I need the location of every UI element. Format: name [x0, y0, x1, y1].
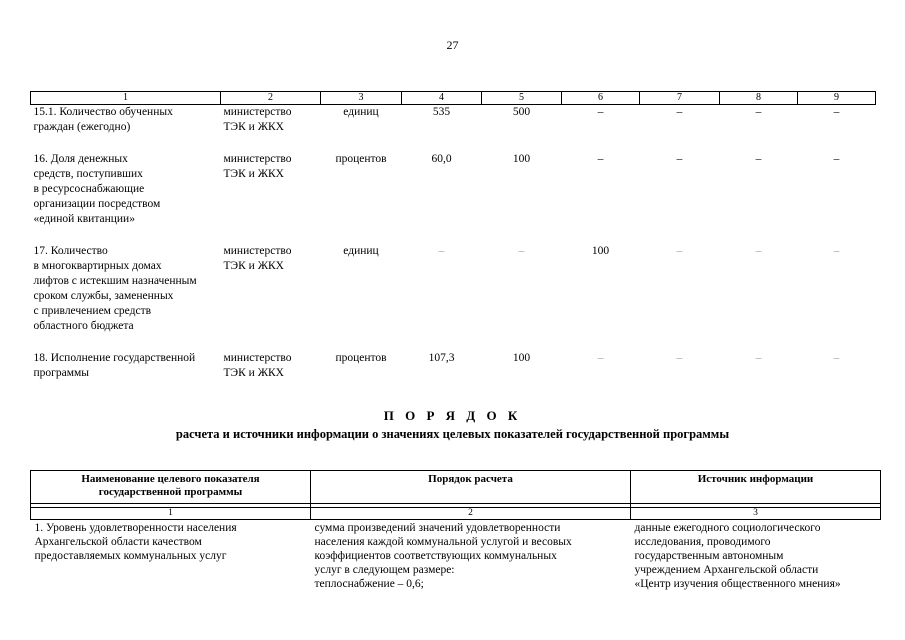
column-index: 2: [311, 508, 631, 520]
value-cell: –: [755, 245, 762, 257]
value-cell: 500: [512, 106, 531, 118]
value-cell: 60,0: [431, 153, 452, 165]
order-title: П О Р Я Д О К: [383, 408, 522, 423]
column-index: 6: [562, 92, 640, 105]
value-cell: –: [676, 352, 683, 364]
order-subtitle: расчета и источники информации о значениях целевых показателей государственной программы: [175, 427, 730, 441]
value-cell: –: [833, 245, 840, 257]
page-number: 27: [446, 38, 459, 52]
unit: единиц: [343, 106, 379, 118]
table-row: [31, 520, 881, 592]
indicators-table: [30, 91, 876, 391]
value-cell: 107,3: [428, 352, 455, 364]
header-row: [31, 471, 881, 504]
header-information-source: Источник информации: [631, 471, 881, 504]
value-cell: 100: [591, 245, 610, 257]
value-cell: –: [438, 245, 445, 257]
column-index: 4: [402, 92, 482, 105]
header-indicator-name: Наименование целевого показателя государственной программы: [31, 471, 311, 504]
column-index: 9: [798, 92, 876, 105]
column-index: 3: [321, 92, 402, 105]
value-cell: 100: [512, 153, 531, 165]
value-cell: –: [676, 245, 683, 257]
unit: процентов: [335, 153, 387, 165]
table-row: [31, 152, 876, 244]
column-index: 3: [631, 508, 881, 520]
value-cell: –: [518, 245, 525, 257]
indicator-name: 16. Доля денежных средств, поступивших в ресурсоснабжающие организации посредством «единой квитанции»: [33, 153, 161, 225]
value-cell: –: [755, 352, 762, 364]
value-cell: –: [597, 153, 604, 165]
unit: единиц: [343, 245, 379, 257]
value-cell: –: [833, 106, 840, 118]
column-index: 7: [640, 92, 720, 105]
value-cell: 535: [432, 106, 451, 118]
value-cell: –: [676, 106, 683, 118]
column-index: 2: [221, 92, 321, 105]
column-index: 1: [31, 508, 311, 520]
indicator-name: 1. Уровень удовлетворенности населения Архангельской области качеством предоставляемых коммунальных услуг: [34, 522, 237, 562]
table-row: [31, 351, 876, 391]
value-cell: –: [676, 153, 683, 165]
indicator-name: 18. Исполнение государственной программы: [33, 352, 196, 379]
indicator-name: 17. Количество в многоквартирных домах лифтов с истекшим назначенным сроком службы, замененных с привлечением средств областного бюджета: [33, 245, 197, 332]
responsible-org: министерство ТЭК и ЖКХ: [223, 153, 292, 180]
column-index: 1: [31, 92, 221, 105]
table-row: [31, 244, 876, 351]
responsible-org: министерство ТЭК и ЖКХ: [223, 352, 292, 379]
responsible-org: министерство ТЭК и ЖКХ: [223, 106, 292, 133]
indicator-name: 15.1. Количество обученных граждан (ежегодно): [33, 106, 173, 133]
table-row: [31, 105, 876, 153]
value-cell: –: [833, 153, 840, 165]
column-index-row: [31, 92, 876, 105]
calculation-order: сумма произведений значений удовлетворенности населения каждой коммунальной услугой и весовых коэффициентов соответствующих коммунальных услуг в следующем размере: теплоснабжение – 0,6;: [314, 522, 572, 590]
value-cell: –: [597, 352, 604, 364]
column-index-row: [31, 508, 881, 520]
column-index: 8: [720, 92, 798, 105]
calculation-order-table: [30, 470, 881, 591]
responsible-org: министерство ТЭК и ЖКХ: [223, 245, 292, 272]
value-cell: –: [755, 153, 762, 165]
column-index: 5: [482, 92, 562, 105]
header-calculation-order: Порядок расчета: [311, 471, 631, 504]
information-source: данные ежегодного социологического исследования, проводимого государственным автономным учреждением Архангельской области «Центр изучения общественного мнения»: [634, 522, 841, 590]
value-cell: –: [597, 106, 604, 118]
unit: процентов: [335, 352, 387, 364]
value-cell: 100: [512, 352, 531, 364]
value-cell: –: [833, 352, 840, 364]
value-cell: –: [755, 106, 762, 118]
